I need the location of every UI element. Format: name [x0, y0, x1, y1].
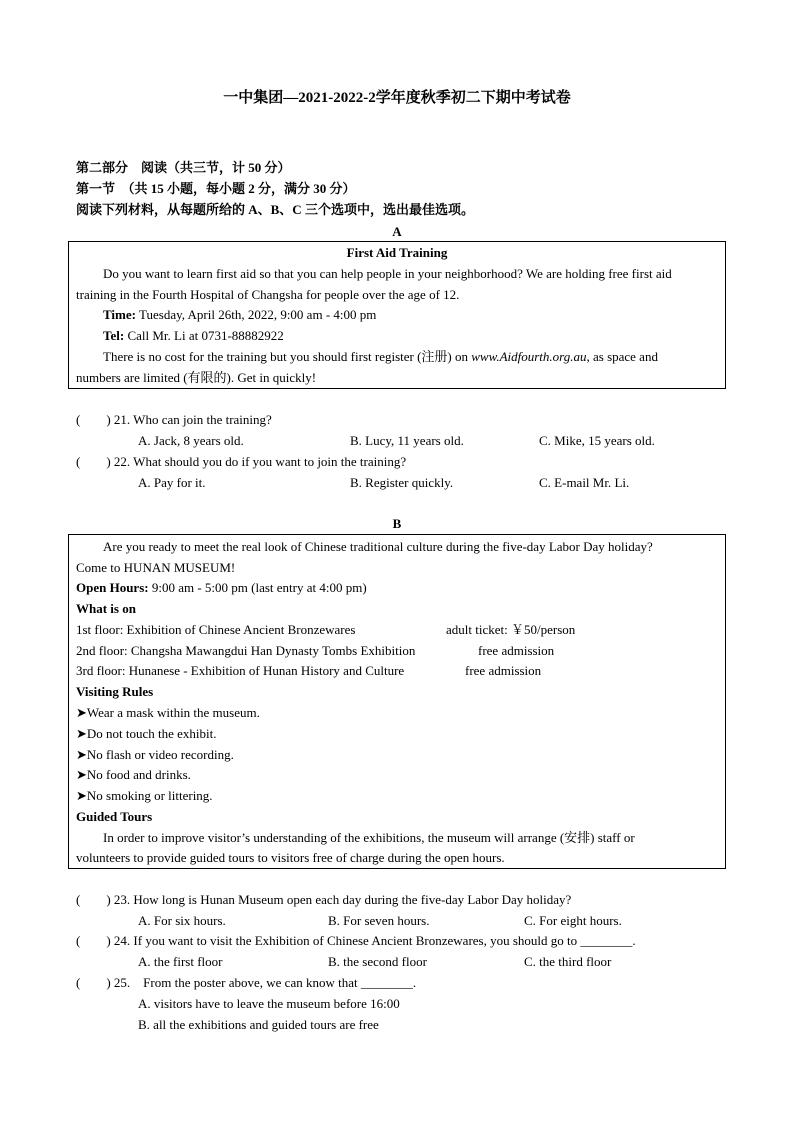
open-hours: Open Hours: 9:00 am - 5:00 pm (last entry at 4:00 pm): [76, 580, 367, 595]
question-23-option-c: C. For eight hours.: [524, 913, 622, 928]
question-22-option-c: C. E-mail Mr. Li.: [539, 475, 630, 490]
rule-item: ➤No flash or video recording.: [76, 747, 234, 762]
question-25-option-a: A. visitors have to leave the museum before 16:00: [138, 996, 400, 1011]
passage-a-cost-1: There is no cost for the training but you should first register (注册) on www.Aidfourth.org.au, as space and: [103, 349, 658, 364]
passage-a-time: Time: Tuesday, April 26th, 2022, 9:00 am - 4:00 pm: [103, 307, 377, 322]
question-21-option-b: B. Lucy, 11 years old.: [350, 433, 464, 448]
rule-item: ➤No smoking or littering.: [76, 788, 213, 803]
visiting-rules-heading: Visiting Rules: [76, 684, 154, 699]
floor-1: 1st floor: Exhibition of Chinese Ancient Bronzewares: [76, 622, 356, 637]
rule-item: ➤Wear a mask within the museum.: [76, 705, 260, 720]
question-24-stem: ( ) 24. If you want to visit the Exhibition of Chinese Ancient Bronzewares, you should go to ________.: [76, 933, 636, 948]
question-22-option-a: A. Pay for it.: [138, 475, 206, 490]
passage-a-heading: First Aid Training: [346, 245, 448, 260]
question-24-option-a: A. the first floor: [138, 954, 223, 969]
question-21-option-a: A. Jack, 8 years old.: [138, 433, 244, 448]
question-24-option-b: B. the second floor: [328, 954, 427, 969]
part-heading: 第二部分 阅读（共三节，计 50 分）: [76, 160, 291, 175]
question-24-option-c: C. the third floor: [524, 954, 612, 969]
question-23-option-b: B. For seven hours.: [328, 913, 430, 928]
floor-2-ticket: free admission: [478, 643, 555, 658]
passage-a-box: [68, 241, 726, 389]
question-23-stem: ( ) 23. How long is Hunan Museum open each day during the five-day Labor Day holiday?: [76, 892, 572, 907]
sub-heading: 第一节 （共 15 小题，每小题 2 分，满分 30 分）: [76, 181, 356, 196]
passage-a-intro-1: Do you want to learn first aid so that you can help people in your neighborhood? We are holding free first aid: [103, 266, 672, 281]
rule-item: ➤No food and drinks.: [76, 767, 191, 782]
passage-b-box: [68, 534, 726, 869]
guided-tours-heading: Guided Tours: [76, 809, 153, 824]
question-23-option-a: A. For six hours.: [138, 913, 226, 928]
passage-a-tel: Tel: Call Mr. Li at 0731-88882922: [103, 328, 284, 343]
whats-on-heading: What is on: [76, 601, 136, 616]
question-22-option-b: B. Register quickly.: [350, 475, 454, 490]
registration-url: www.Aidfourth.org.au: [471, 349, 587, 364]
passage-b-intro-2: Come to HUNAN MUSEUM!: [76, 560, 236, 575]
question-21-option-c: C. Mike, 15 years old.: [539, 433, 655, 448]
question-22-stem: ( ) 22. What should you do if you want to join the training?: [76, 454, 407, 469]
passage-a-letter: A: [392, 224, 402, 239]
instruction: 阅读下列材料，从每题所给的 A、B、C 三个选项中，选出最佳选项。: [76, 202, 474, 217]
floor-1-ticket: adult ticket: ￥50/person: [446, 622, 576, 637]
passage-a-cost-2: numbers are limited (有限的). Get in quickly!: [76, 370, 317, 385]
question-25-stem: ( ) 25. From the poster above, we can know that ________.: [76, 975, 417, 990]
exam-title: 一中集团—2021-2022-2学年度秋季初二下期中考试卷: [223, 90, 571, 106]
floor-2: 2nd floor: Changsha Mawangdui Han Dynasty Tombs Exhibition: [76, 643, 416, 658]
passage-b-intro-1: Are you ready to meet the real look of Chinese traditional culture during the five-day Labor Day holiday?: [103, 539, 653, 554]
rule-item: ➤Do not touch the exhibit.: [76, 726, 217, 741]
passage-b-letter: B: [392, 516, 402, 531]
floor-3: 3rd floor: Hunanese - Exhibition of Hunan History and Culture: [76, 663, 405, 678]
passage-a-intro-2: training in the Fourth Hospital of Changsha for people over the age of 12.: [76, 287, 460, 302]
guided-tours-text-1: In order to improve visitor’s understanding of the exhibitions, the museum will arrange (安排) staff or: [103, 830, 635, 845]
question-21-stem: ( ) 21. Who can join the training?: [76, 412, 272, 427]
guided-tours-text-2: volunteers to provide guided tours to visitors free of charge during the open hours.: [76, 850, 505, 865]
question-25-option-b: B. all the exhibitions and guided tours are free: [138, 1017, 379, 1032]
floor-3-ticket: free admission: [465, 663, 542, 678]
